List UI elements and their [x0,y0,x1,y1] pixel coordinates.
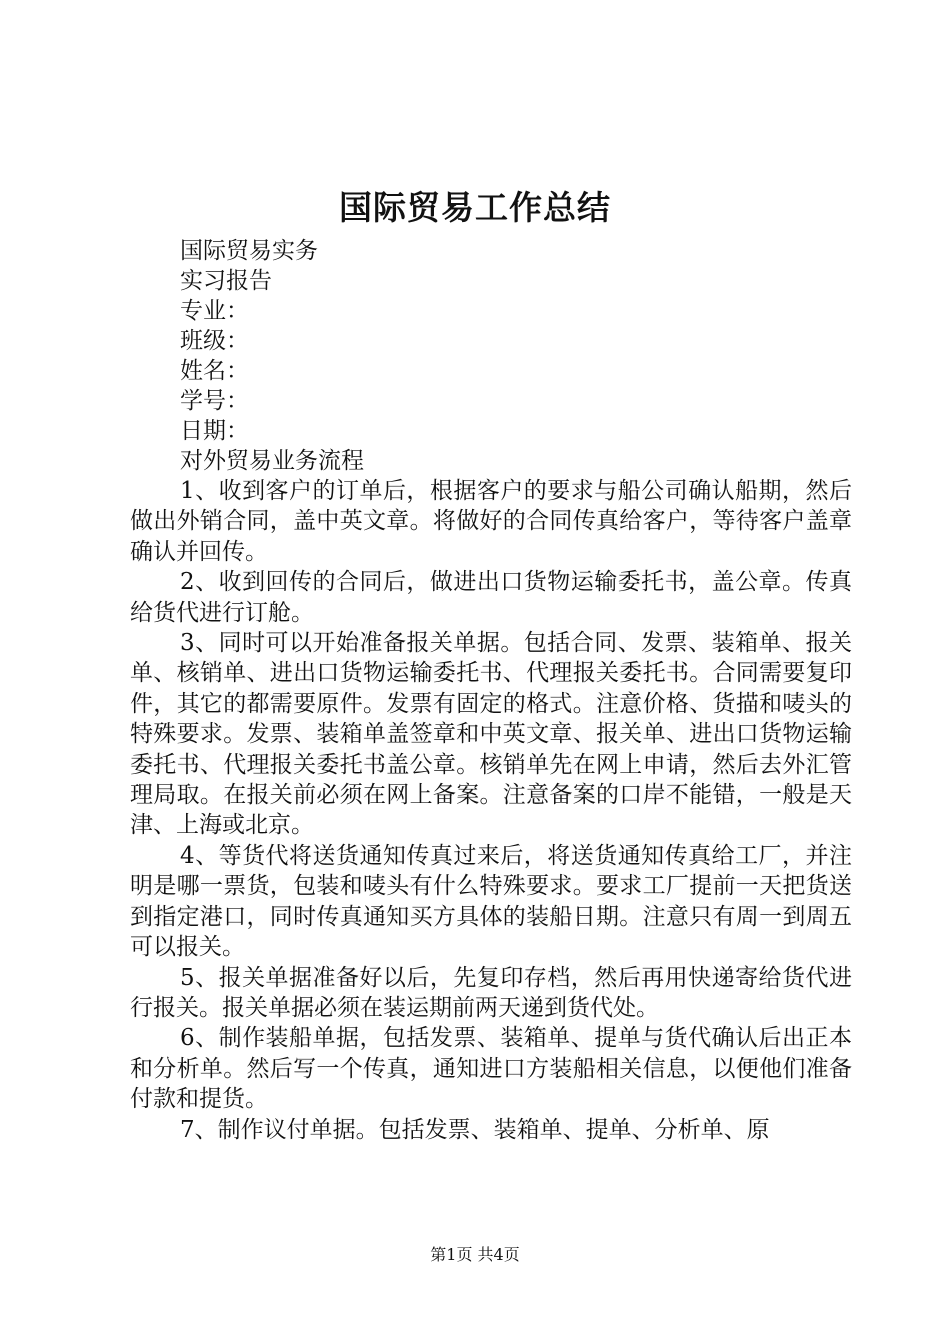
paragraph-7: 7、制作议付单据。包括发票、装箱单、提单、分析单、原 [180,1116,770,1143]
header-line: 国际贸易实务 [180,238,318,264]
paragraph-6: 6、制作装船单据，包括发票、装箱单、提单与货代确认后出正本和分析单。然后写一个传真，通知进口方装船相关信息，以便他们准备付款和提货。 [130,1025,852,1113]
paragraph-2: 2、收到回传的合同后，做进出口货物运输委托书，盖公章。传真给货代进行订舱。 [130,569,852,626]
section-heading: 对外贸易业务流程 [180,448,364,474]
paragraph-4: 4、等货代将送货通知传真过来后，将送货通知传真给工厂，并注明是哪一票货，包装和唛头有什么特殊要求。要求工厂提前一天把货送到指定港口，同时传真通知买方具体的装船日期。注意只有周一到周五可以报关。 [130,842,852,961]
page-footer: 第1页 共4页 [430,1245,520,1264]
document-body [130,236,855,1145]
document-title: 国际贸易工作总结 [339,188,611,227]
header-line: 姓名： [180,358,249,384]
header-line: 日期： [180,418,249,444]
header-line: 班级： [180,328,249,354]
paragraph-5: 5、报关单据准备好以后，先复印存档，然后再用快递寄给货代进行报关。报关单据必须在装运期前两天递到货代处。 [130,964,852,1021]
header-line: 实习报告 [180,268,272,294]
header-line: 专业： [180,298,249,324]
paragraph-1: 1、收到客户的订单后，根据客户的要求与船公司确认船期，然后做出外销合同，盖中英文章。将做好的合同传真给客户，等待客户盖章确认并回传。 [130,478,852,565]
paragraph-3: 3、同时可以开始准备报关单据。包括合同、发票、装箱单、报关单、核销单、进出口货物运输委托书、代理报关委托书。合同需要复印件，其它的都需要原件。发票有固定的格式。注意价格、货描和唛头的特殊要求。发票、装箱单盖签章和中英文章、报关单、进出口货物运输委托书、代理报关委托书盖公章。核销单先在网上申请，然后去外汇管理局取。在报关前必须在网上备案。注意备案的口岸不能错，一般是天津、上海或北京。 [130,630,852,839]
header-line: 学号： [180,388,249,414]
